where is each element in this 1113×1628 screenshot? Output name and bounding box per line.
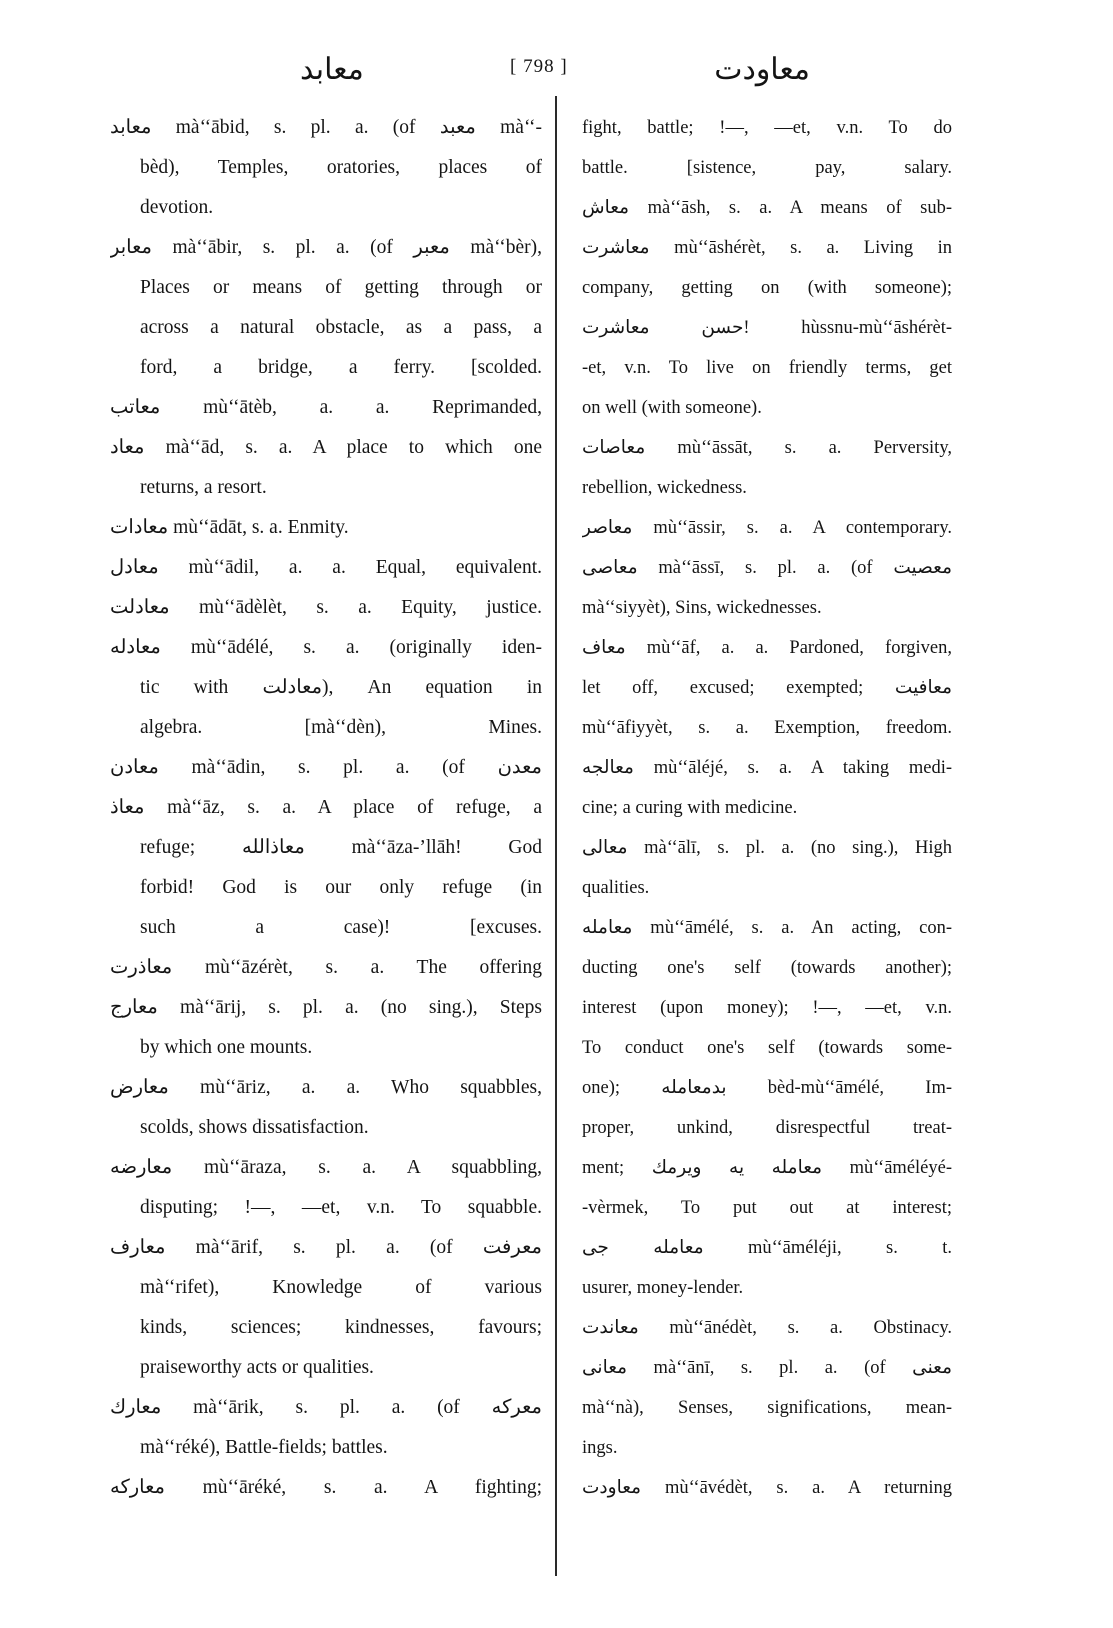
entry-line: disputing; !—, —et, v.n. To squabble. <box>140 1197 542 1218</box>
entry-line: praiseworthy acts or qualities. <box>140 1357 374 1378</box>
entry-line: mù‘‘āfiyyèt, s. a. Exemption, freedom. <box>582 718 952 738</box>
entry-line: on well (with someone). <box>582 398 762 418</box>
entry-line: معاودت mù‘‘āvédèt, s. a. A returning <box>582 1478 952 1498</box>
entry-line: معاندت mù‘‘ānédèt, s. a. Obstinacy. <box>582 1318 952 1338</box>
entry-line: معارج mà‘‘ārij, s. pl. a. (no sing.), Steps <box>110 997 542 1018</box>
page-number: [ 798 ] <box>510 56 568 77</box>
entry-line: fight, battle; !—, —et, v.n. To do <box>582 118 952 138</box>
entry-line: معارض mù‘‘āriz, a. a. Who squabbles, <box>110 1077 542 1098</box>
entry-line: refuge; معاذالله mà‘‘āza-’llāh! God <box>140 837 542 858</box>
entry-line: معارف mà‘‘ārif, s. pl. a. (of معرفت <box>110 1237 542 1258</box>
entry-line: معاتب mù‘‘ātèb, a. a. Reprimanded, <box>110 397 542 418</box>
entry-line: معادل mù‘‘ādil, a. a. Equal, equivalent. <box>110 557 542 578</box>
entry-line: bèd), Temples, oratories, places of <box>140 157 542 178</box>
entry-line: معابر mà‘‘ābir, s. pl. a. (of معبر mà‘‘bèr), <box>110 237 542 258</box>
entry-line: معادات mù‘‘ādāt, s. a. Enmity. <box>110 517 349 538</box>
entry-line: let off, excused; exempted; معافيت <box>582 678 952 698</box>
entry-line: معادله mù‘‘ādélé, s. a. (originally iden- <box>110 637 542 658</box>
header-left-word: معابد <box>300 53 364 86</box>
entry-line: battle. [sistence, pay, salary. <box>582 158 952 178</box>
column-divider <box>555 96 557 1576</box>
entry-line: mà‘‘rifet), Knowledge of various <box>140 1277 542 1298</box>
entry-line: معارك mà‘‘ārik, s. pl. a. (of معركه <box>110 1397 542 1418</box>
entry-line: ford, a bridge, a ferry. [scolded. <box>140 357 542 378</box>
entry-line: mà‘‘nà), Senses, significations, mean- <box>582 1398 952 1418</box>
entry-line: معامله جى mù‘‘āméléji, s. t. <box>582 1238 952 1258</box>
entry-line: rebellion, wickedness. <box>582 478 747 498</box>
entry-line: interest (upon money); !—, —et, v.n. <box>582 998 952 1018</box>
entry-line: معامله mù‘‘āmélé, s. a. An acting, con- <box>582 918 952 938</box>
entry-line: معاذ mà‘‘āz, s. a. A place of refuge, a <box>110 797 542 818</box>
entry-line: one); بدمعامله bèd-mù‘‘āmélé, Im- <box>582 1078 952 1098</box>
entry-line: To conduct one's self (towards some- <box>582 1038 952 1058</box>
entry-line: معالجه mù‘‘āléjé, s. a. A taking medi- <box>582 758 952 778</box>
entry-line: algebra. [mà‘‘dèn), Mines. <box>140 717 542 738</box>
entry-line: معاذرت mù‘‘āzérèt, s. a. The offering <box>110 957 542 978</box>
entry-line: devotion. <box>140 197 214 218</box>
entry-line: معاد mà‘‘ād, s. a. A place to which one <box>110 437 542 458</box>
entry-line: scolds, shows dissatisfaction. <box>140 1117 369 1138</box>
entry-line: by which one mounts. <box>140 1037 313 1058</box>
entry-line: معارضه mù‘‘āraza, s. a. A squabbling, <box>110 1157 542 1178</box>
entry-line: such a case)! [excuses. <box>140 917 542 938</box>
entry-line: forbid! God is our only refuge (in <box>140 877 542 898</box>
entry-line: معاصات mù‘‘āssāt, s. a. Perversity, <box>582 438 952 458</box>
entry-line: معادن mà‘‘ādin, s. pl. a. (of معدن <box>110 757 542 778</box>
entry-line: kinds, sciences; kindnesses, favours; <box>140 1317 542 1338</box>
entry-line: معاصى mà‘‘āssī, s. pl. a. (of معصيت <box>582 558 952 578</box>
entry-line: -vèrmek, To put out at interest; <box>582 1198 952 1218</box>
entry-line: -et, v.n. To live on friendly terms, get <box>582 358 952 378</box>
left-column <box>110 108 542 1508</box>
entry-line: mà‘‘réké), Battle-fields; battles. <box>140 1437 388 1458</box>
entry-line: proper, unkind, disrespectful treat- <box>582 1118 952 1138</box>
entry-line: qualities. <box>582 878 650 898</box>
entry-line: ings. <box>582 1438 618 1458</box>
entry-line: ment; معامله يه ويرمك mù‘‘āméléyé- <box>582 1158 952 1178</box>
entry-line: usurer, money-lender. <box>582 1278 744 1298</box>
entry-line: ducting one's self (towards another); <box>582 958 952 978</box>
entry-line: معالى mà‘‘ālī, s. pl. a. (no sing.), High <box>582 838 952 858</box>
entry-line: معادلت mù‘‘ādèlèt, s. a. Equity, justice. <box>110 597 542 618</box>
entry-line: معابد mà‘‘ābid, s. pl. a. (of معبد mà‘‘- <box>110 117 542 138</box>
entry-line: معاش mà‘‘āsh, s. a. A means of sub- <box>582 198 952 218</box>
page-header <box>110 48 960 92</box>
entry-line: معاركه mù‘‘āréké, s. a. A fighting; <box>110 1477 542 1498</box>
header-right-word: معاودت <box>714 53 810 86</box>
entry-line: Places or means of getting through or <box>140 277 542 298</box>
right-column <box>582 108 952 1508</box>
entry-line: معانى mà‘‘ānī, s. pl. a. (of معنى <box>582 1358 952 1378</box>
entry-line: cine; a curing with medicine. <box>582 798 798 818</box>
entry-line: معاف mù‘‘āf, a. a. Pardoned, forgiven, <box>582 638 952 658</box>
entry-line: معاشرت mù‘‘āshérèt, s. a. Living in <box>582 238 952 258</box>
entry-line: company, getting on (with someone); <box>582 278 952 298</box>
entry-line: across a natural obstacle, as a pass, a <box>140 317 542 338</box>
entry-line: حسن معاشرت! hùssnu-mù‘‘āshérèt- <box>582 318 952 338</box>
entry-line: mà‘‘siyyèt), Sins, wickednesses. <box>582 598 822 618</box>
entry-line: returns, a resort. <box>140 477 267 498</box>
entry-line: tic with معادلت), An equation in <box>140 677 542 698</box>
entry-line: معاصر mù‘‘āssir, s. a. A contemporary. <box>582 518 952 538</box>
